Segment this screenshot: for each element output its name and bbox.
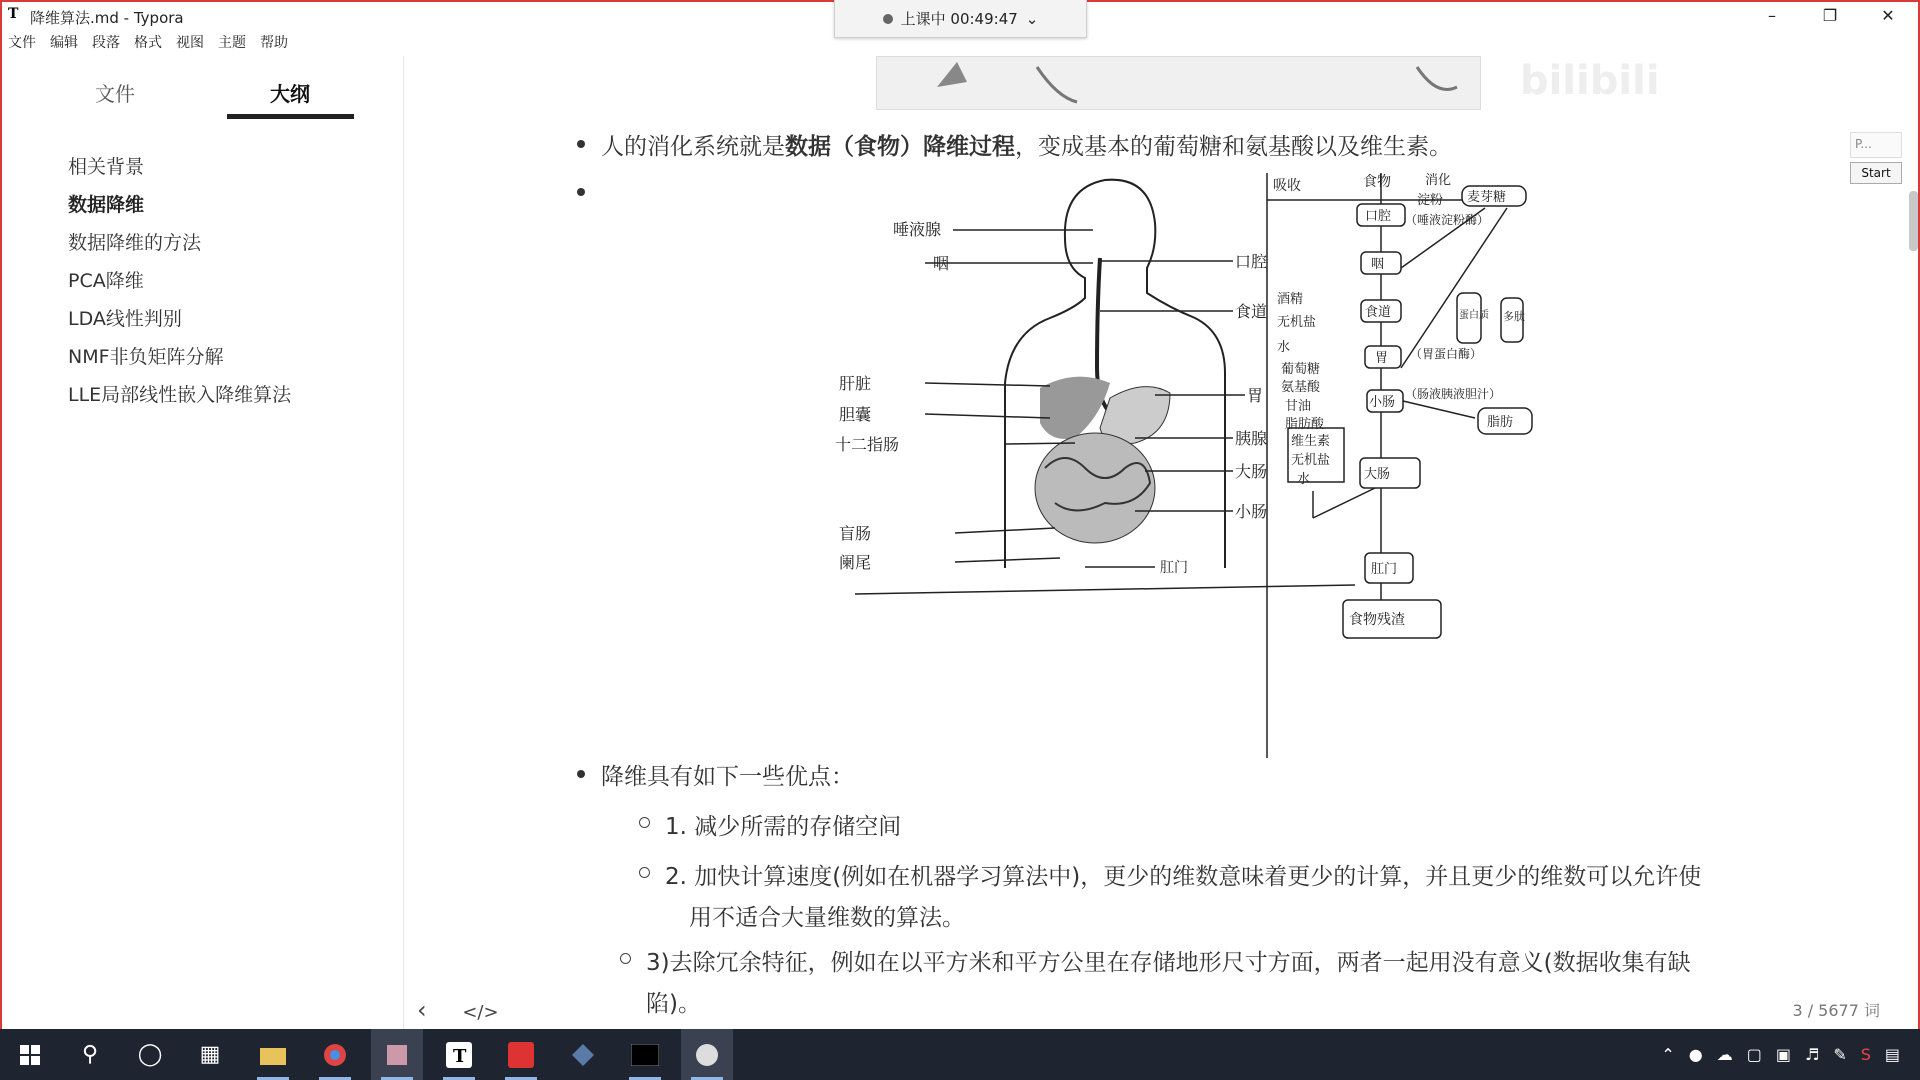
label-stomach: 胃 [1247, 386, 1264, 405]
outline-list [68, 148, 291, 414]
label-starch: 淀粉 [1417, 193, 1444, 208]
menu-bar [2, 30, 296, 54]
active-tab-indicator [227, 114, 354, 119]
cloud-icon[interactable]: ☁ [1716, 1045, 1733, 1064]
label-pepsin: （胃蛋白酶） [1410, 347, 1483, 361]
label-maltose: 麦芽糖 [1467, 190, 1507, 205]
taskbar [0, 1029, 1920, 1080]
flow-large-intestine: 大肠 [1364, 467, 1391, 482]
menu-help[interactable]: 帮助 [260, 35, 288, 51]
menu-theme[interactable]: 主题 [218, 35, 246, 51]
label-appendix: 阑尾 [839, 553, 872, 572]
advantage-1[interactable]: 1. 减少所需的存储空间 [665, 808, 901, 841]
scrollbar-thumb[interactable] [1909, 191, 1918, 251]
svg-text:T: T [453, 1045, 467, 1067]
file-explorer-icon[interactable] [247, 1029, 299, 1080]
chevron-down-icon: ⌄ [1025, 9, 1039, 28]
chrome-icon[interactable] [309, 1029, 361, 1080]
recording-label: 上课中 00:49:47 [900, 10, 1018, 28]
label-peptide: 多肽 [1503, 310, 1525, 323]
label-anus: 肛门 [1160, 560, 1188, 576]
label-protein: 蛋白质 [1459, 310, 1489, 321]
absorb-glycerol: 甘油 [1285, 399, 1312, 414]
label-large-intestine: 大肠 [1235, 462, 1268, 481]
liver-shape [1040, 377, 1110, 439]
system-tray [1661, 1029, 1920, 1080]
flow-pharynx: 咽 [1371, 257, 1385, 272]
label-fat: 脂肪 [1487, 415, 1514, 430]
typora-icon: T [8, 6, 19, 22]
absorb-fatty-acid: 脂肪酸 [1285, 417, 1325, 432]
flow-food: 食物 [1363, 174, 1391, 190]
flow-anus: 肛门 [1371, 562, 1398, 577]
editor-area[interactable] [405, 56, 1918, 1029]
absorb-alcohol: 酒精 [1277, 292, 1304, 307]
typora-taskbar-icon[interactable] [433, 1029, 485, 1080]
outline-item-active[interactable]: 数据降维 [68, 194, 145, 216]
flow-stomach: 胃 [1375, 351, 1389, 366]
terminal-icon[interactable] [619, 1029, 671, 1080]
pen-icon[interactable]: ✎ [1833, 1045, 1847, 1064]
close-button[interactable]: ✕ [1881, 5, 1895, 25]
tab-outline[interactable]: 大纲 [270, 82, 310, 106]
label-pharynx: 咽 [933, 254, 950, 273]
outline-item[interactable]: PCA降维 [68, 270, 144, 292]
label-mouth: 口腔 [1235, 252, 1268, 271]
editor-bottom-tools [417, 996, 499, 1024]
label-digest: 消化 [1425, 173, 1452, 188]
absorb-water-2: 水 [1297, 472, 1311, 487]
advantage-3[interactable]: 3)去除冗余特征，例如在以平方米和平方公里在存储地形尺寸方面，两者一起用没有意义(数据收集有缺 陷)。 [646, 944, 1691, 1018]
advantage-2[interactable]: 2. 加快计算速度(例如在机器学习算法中)，更少的维数意味着更少的计算，并且更少的维数可以允许使 用不适合大量维数的算法。 [665, 858, 1701, 932]
window-title: 降维算法.md - Typora [30, 9, 184, 27]
outline-item[interactable]: LLE局部线性嵌入降维算法 [68, 384, 292, 406]
minimize-button[interactable]: – [1768, 5, 1776, 25]
menu-paragraph[interactable]: 段落 [92, 35, 120, 51]
absorb-salt-2: 无机盐 [1291, 453, 1331, 468]
label-absorb: 吸收 [1273, 178, 1301, 194]
menu-edit[interactable]: 编辑 [50, 35, 78, 51]
paragraph-digestion[interactable]: 人的消化系统就是数据（食物）降维过程，变成基本的葡萄糖和氨基酸以及维生素。 [601, 128, 1452, 161]
intestines-shape [1035, 433, 1155, 543]
label-cecum: 盲肠 [839, 524, 872, 543]
sogou-icon[interactable]: S [1860, 1045, 1871, 1064]
advantages-title[interactable]: 降维具有如下一些优点： [601, 758, 854, 791]
flow-esophagus: 食道 [1365, 305, 1392, 320]
tray-app-icon[interactable]: ● [1688, 1045, 1703, 1064]
volume-icon[interactable]: ♬ [1804, 1045, 1820, 1064]
menu-file[interactable]: 文件 [8, 35, 36, 51]
label-salivary-gland: 唾液腺 [893, 220, 942, 239]
label-liver: 肝脏 [839, 374, 872, 393]
menu-format[interactable]: 格式 [134, 35, 162, 51]
record-dot-icon [883, 14, 893, 24]
digestive-system-diagram [835, 168, 1555, 758]
paint-app-icon[interactable] [371, 1029, 423, 1080]
outline-item[interactable]: 数据降维的方法 [68, 232, 202, 254]
windows-start-icon[interactable] [4, 1029, 56, 1080]
word-count[interactable]: 3 / 5677 词 [1792, 1001, 1880, 1020]
bilibili-watermark: bilibili [1520, 58, 1660, 104]
pdf-app-icon[interactable] [495, 1029, 547, 1080]
flow-small-intestine: 小肠 [1369, 395, 1396, 410]
label-gallbladder: 胆囊 [839, 405, 872, 424]
chevron-up-icon[interactable]: ⌃ [1661, 1045, 1675, 1064]
image-bullet [601, 176, 611, 206]
cropped-image [876, 56, 1481, 110]
tray-tag-icon[interactable]: ▢ [1746, 1045, 1762, 1064]
absorb-salt-1: 无机盐 [1277, 315, 1317, 330]
back-icon[interactable]: ‹ [417, 996, 427, 1024]
flow-mouth: 口腔 [1365, 209, 1392, 224]
tab-files[interactable]: 文件 [95, 82, 135, 106]
label-pancreas: 胰腺 [1235, 429, 1268, 448]
app-icon[interactable] [557, 1029, 609, 1080]
absorb-water-1: 水 [1277, 340, 1291, 355]
outline-item[interactable]: NMF非负矩阵分解 [68, 346, 224, 368]
flow-residue: 食物残渣 [1349, 612, 1405, 628]
settings-app-icon[interactable] [681, 1029, 733, 1080]
source-mode-icon[interactable]: </> [462, 1002, 499, 1023]
outline-item[interactable]: 相关背景 [68, 156, 145, 178]
label-amylase: （唾液淀粉酶） [1405, 213, 1490, 227]
search-icon[interactable]: ⚲ [81, 1042, 99, 1067]
label-duodenum: 十二指肠 [835, 435, 900, 454]
sidebar [2, 56, 404, 1029]
maximize-button[interactable]: ❐ [1822, 5, 1838, 25]
absorb-vitamin: 维生素 [1291, 434, 1331, 449]
label-small-intestine: 小肠 [1235, 502, 1268, 521]
network-icon[interactable]: ▣ [1775, 1045, 1791, 1064]
label-esophagus: 食道 [1235, 302, 1268, 321]
cortana-icon[interactable]: ◯ [137, 1042, 163, 1067]
menu-view[interactable]: 视图 [176, 35, 204, 51]
outline-item[interactable]: LDA线性判别 [68, 308, 182, 330]
recording-indicator[interactable] [834, 0, 1087, 38]
notification-icon[interactable]: ▤ [1884, 1045, 1900, 1064]
label-intestinal-juice: （肠液胰液胆汁） [1405, 387, 1502, 401]
start-button[interactable]: Start [1850, 162, 1902, 184]
mini-panel-label: P... [1850, 132, 1902, 158]
absorb-glucose: 葡萄糖 [1281, 362, 1321, 377]
absorb-amino-acid: 氨基酸 [1281, 380, 1321, 395]
task-view-icon[interactable]: ▦ [199, 1042, 221, 1067]
mini-control-panel [1850, 132, 1904, 192]
